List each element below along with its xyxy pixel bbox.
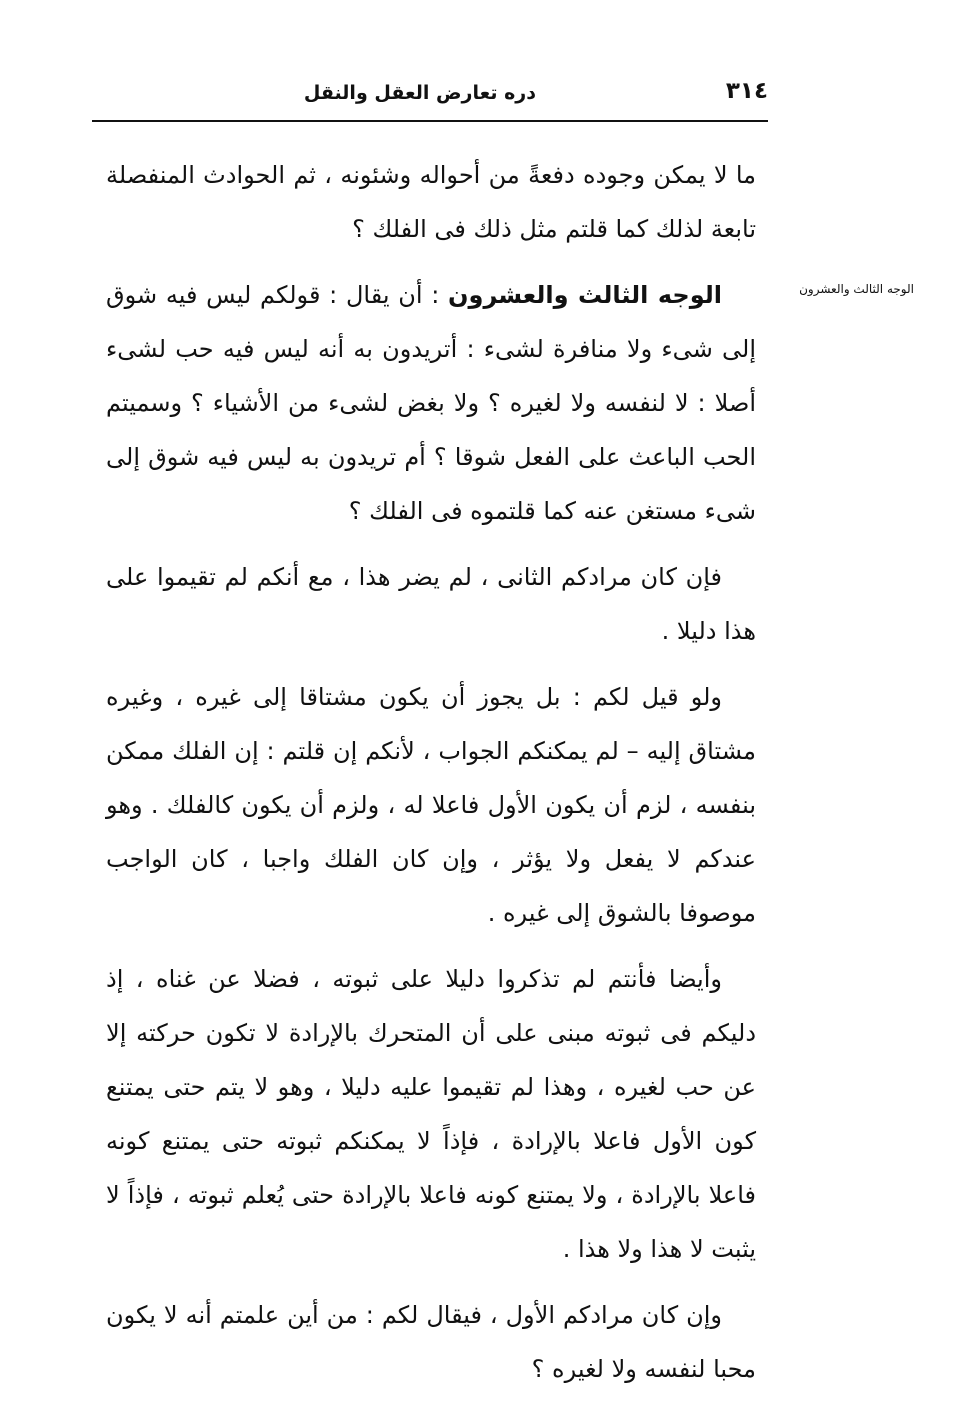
paragraph-1: ما لا يمكن وجوده دفعةً من أحواله وشئونه ، ثم الحوادث المنفصلة تابعة لذلك كما قلتم مثل ذلك فى الفلك ؟ — [106, 161, 756, 243]
section-heading: الوجه الثالث والعشرون — [448, 281, 722, 309]
page-header — [92, 78, 768, 116]
margin-note: الوجه الثالث والعشرون — [799, 282, 914, 296]
paragraph-5: وأيضا فأنتم لم تذكروا دليلا على ثبوته ، فضلا عن غناه ، إذ دليكم فى ثبوته مبنى على أن المتحرك بالإرادة لا تكون حركته إلا عن حب لغيره ، وهذا لم تقيموا عليه دليلا ، وهو لا يتم حتى يمتنع كون الأول فاعلا بالإرادة ، فإذاً لا يمكنكم ثبوته حتى يمتنع كونه فاعلا بالإرادة ، ولا يمتنع كونه فاعلا بالإرادة حتى يُعلم ثبوته ، فإذاً لا يثبت لا هذا ولا هذا . — [106, 965, 756, 1263]
header-rule — [92, 120, 768, 122]
body-text — [106, 148, 756, 1408]
running-title: دره تعارض العقل والنقل — [303, 82, 536, 104]
paragraph-4: ولو قيل لكم : بل يجوز أن يكون مشتاقا إلى غيره ، وغيره مشتاق إليه – لم يمكنكم الجواب ، لأنكم إن قلتم : إن الفلك ممكن بنفسه ، لزم أن يكون الأول فاعلا له ، ولزم أن يكون كالفلك . وهو عندكم لا يفعل ولا يؤثر ، وإن كان الفلك واجبا ، كان الواجب موصوفا بالشوق إلى غيره . — [106, 683, 756, 927]
page-number: ٣١٤ — [725, 78, 768, 104]
paragraph-6: وإن كان مرادكم الأول ، فيقال لكم : من أين علمتم أنه لا يكون محبا لنفسه ولا لغيره ؟ — [106, 1301, 756, 1383]
paragraph-2 — [106, 268, 756, 538]
paragraph-2-text: : أن يقال : قولكم ليس فيه شوق إلى شىء ولا منافرة لشىء : أتريدون به أنه ليس فيه حب لشىء أصلا : لا لنفسه ولا لغيره ؟ ولا بغض لشىء من الأشياء ؟ وسميتم الحب الباعث على الفعل شوقا ؟ أم تريدون به ليس فيه شوق إلى شىء مستغن عنه كما قلتموه فى الفلك ؟ — [106, 281, 756, 525]
paragraph-3: فإن كان مرادكم الثانى ، لم يضر هذا ، مع أنكم لم تقيموا على هذا دليلا . — [106, 563, 756, 645]
